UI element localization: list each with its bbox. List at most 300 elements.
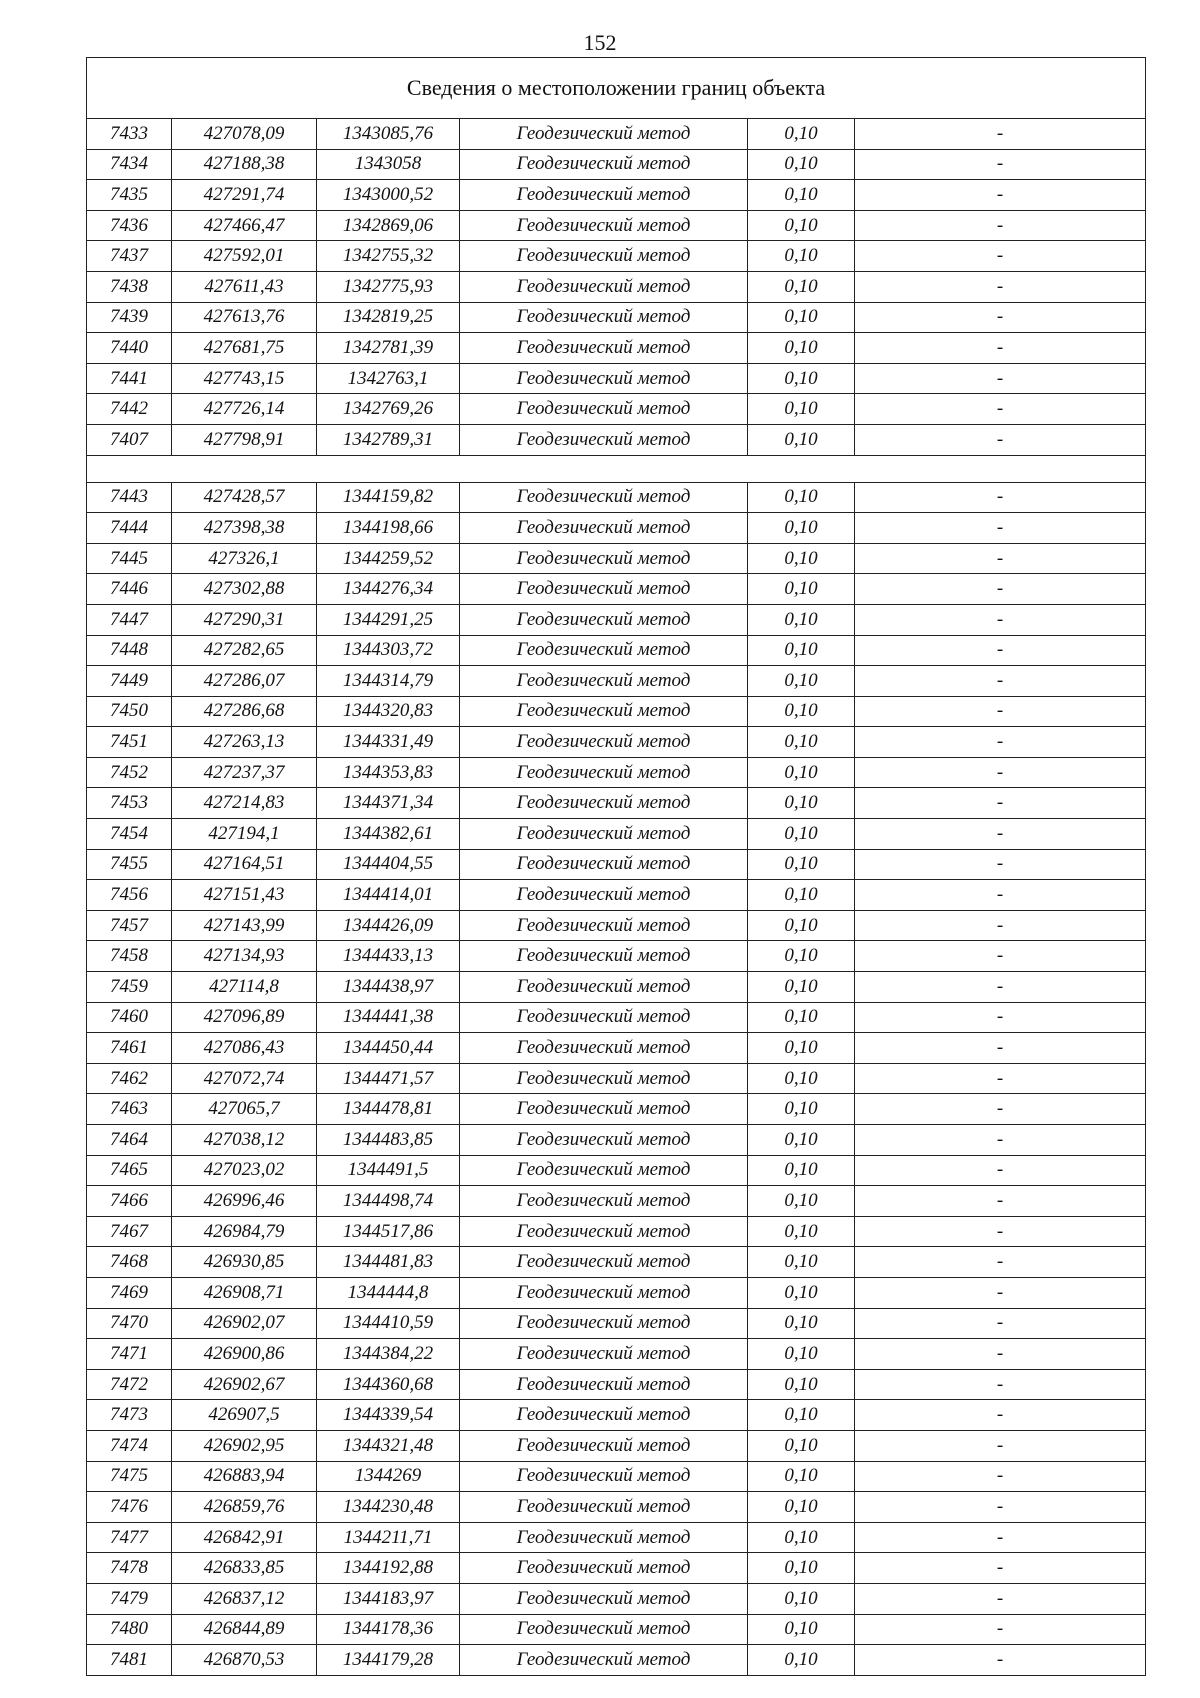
table-row (87, 483, 1145, 514)
x-coordinate-cell: 427681,75 (172, 333, 317, 363)
point-number-cell: 7442 (87, 394, 172, 424)
method-cell: Геодезический метод (460, 758, 748, 788)
y-coordinate-cell: 1342819,25 (317, 303, 460, 333)
y-coordinate-cell: 1344179,28 (317, 1645, 460, 1675)
method-cell: Геодезический метод (460, 1125, 748, 1155)
point-number-cell: 7434 (87, 150, 172, 180)
x-coordinate-cell: 426842,91 (172, 1523, 317, 1553)
accuracy-cell: 0,10 (748, 972, 855, 1002)
accuracy-cell: 0,10 (748, 605, 855, 635)
y-coordinate-cell: 1344481,83 (317, 1247, 460, 1277)
table-row (87, 1645, 1145, 1675)
accuracy-cell: 0,10 (748, 727, 855, 757)
description-cell: - (996, 486, 1004, 508)
x-coordinate-cell: 426900,86 (172, 1339, 317, 1369)
method-cell: Геодезический метод (460, 1339, 748, 1369)
x-coordinate-cell: 427302,88 (172, 574, 317, 604)
point-number-cell: 7468 (87, 1247, 172, 1277)
table-row (87, 1339, 1145, 1370)
accuracy-cell: 0,10 (748, 394, 855, 424)
accuracy-cell: 0,10 (748, 1553, 855, 1583)
table-row (87, 333, 1145, 364)
point-number-cell: 7463 (87, 1094, 172, 1124)
table-row (87, 150, 1145, 181)
x-coordinate-cell: 427188,38 (172, 150, 317, 180)
y-coordinate-cell: 1344291,25 (317, 605, 460, 635)
y-coordinate-cell: 1344259,52 (317, 544, 460, 574)
table-row (87, 574, 1145, 605)
method-cell: Геодезический метод (460, 1523, 748, 1553)
accuracy-cell: 0,10 (748, 1125, 855, 1155)
point-number-cell: 7473 (87, 1400, 172, 1430)
accuracy-cell: 0,10 (748, 513, 855, 543)
method-cell: Геодезический метод (460, 1492, 748, 1522)
table-row (87, 1278, 1145, 1309)
table-row (87, 758, 1145, 789)
y-coordinate-cell: 1344178,36 (317, 1615, 460, 1645)
method-cell: Геодезический метод (460, 333, 748, 363)
accuracy-cell: 0,10 (748, 1400, 855, 1430)
accuracy-cell: 0,10 (748, 636, 855, 666)
table-row (87, 1400, 1145, 1431)
method-cell: Геодезический метод (460, 425, 748, 455)
table-row (87, 1064, 1145, 1095)
page-number: 152 (583, 30, 617, 55)
accuracy-cell: 0,10 (748, 211, 855, 241)
table-row (87, 425, 1145, 456)
accuracy-cell: 0,10 (748, 483, 855, 513)
point-number-cell: 7477 (87, 1523, 172, 1553)
accuracy-cell: 0,10 (748, 425, 855, 455)
table-row (87, 1492, 1145, 1523)
group-separator-row (87, 456, 1145, 483)
y-coordinate-cell: 1344360,68 (317, 1370, 460, 1400)
description-cell: - (996, 731, 1004, 753)
y-coordinate-cell: 1342775,93 (317, 272, 460, 302)
x-coordinate-cell: 426870,53 (172, 1645, 317, 1675)
table-row (87, 513, 1145, 544)
accuracy-cell: 0,10 (748, 180, 855, 210)
accuracy-cell: 0,10 (748, 1584, 855, 1614)
method-cell: Геодезический метод (460, 1370, 748, 1400)
table-row (87, 972, 1145, 1003)
table-row (87, 1462, 1145, 1493)
x-coordinate-cell: 426902,67 (172, 1370, 317, 1400)
point-number-cell: 7471 (87, 1339, 172, 1369)
y-coordinate-cell: 1344230,48 (317, 1492, 460, 1522)
y-coordinate-cell: 1344303,72 (317, 636, 460, 666)
point-number-cell: 7457 (87, 911, 172, 941)
description-cell: - (996, 853, 1004, 875)
table-row (87, 1370, 1145, 1401)
x-coordinate-cell: 426902,95 (172, 1431, 317, 1461)
table-row (87, 605, 1145, 636)
accuracy-cell: 0,10 (748, 911, 855, 941)
method-cell: Геодезический метод (460, 697, 748, 727)
x-coordinate-cell: 427286,07 (172, 666, 317, 696)
x-coordinate-cell: 427743,15 (172, 364, 317, 394)
point-number-cell: 7439 (87, 303, 172, 333)
y-coordinate-cell: 1344438,97 (317, 972, 460, 1002)
y-coordinate-cell: 1344471,57 (317, 1064, 460, 1094)
x-coordinate-cell: 427291,74 (172, 180, 317, 210)
y-coordinate-cell: 1344517,86 (317, 1217, 460, 1247)
method-cell: Геодезический метод (460, 119, 748, 149)
accuracy-cell: 0,10 (748, 1523, 855, 1553)
x-coordinate-cell: 427398,38 (172, 513, 317, 543)
y-coordinate-cell: 1344382,61 (317, 819, 460, 849)
accuracy-cell: 0,10 (748, 1217, 855, 1247)
table-row (87, 1615, 1145, 1646)
y-coordinate-cell: 1344410,59 (317, 1309, 460, 1339)
point-number-cell: 7436 (87, 211, 172, 241)
description-cell: - (996, 792, 1004, 814)
table-row (87, 697, 1145, 728)
description-cell: - (996, 1373, 1004, 1395)
x-coordinate-cell: 427290,31 (172, 605, 317, 635)
x-coordinate-cell: 427151,43 (172, 880, 317, 910)
description-cell: - (996, 1251, 1004, 1273)
description-cell: - (996, 1526, 1004, 1548)
table-row (87, 1094, 1145, 1125)
table-row (87, 941, 1145, 972)
point-number-cell: 7454 (87, 819, 172, 849)
table-row (87, 850, 1145, 881)
description-cell: - (996, 1404, 1004, 1426)
point-number-cell: 7470 (87, 1309, 172, 1339)
method-cell: Геодезический метод (460, 1278, 748, 1308)
x-coordinate-cell: 427592,01 (172, 241, 317, 271)
y-coordinate-cell: 1344404,55 (317, 850, 460, 880)
description-cell: - (996, 1587, 1004, 1609)
table-row (87, 272, 1145, 303)
x-coordinate-cell: 427096,89 (172, 1003, 317, 1033)
y-coordinate-cell: 1344478,81 (317, 1094, 460, 1124)
point-number-cell: 7449 (87, 666, 172, 696)
point-number-cell: 7458 (87, 941, 172, 971)
point-number-cell: 7445 (87, 544, 172, 574)
y-coordinate-cell: 1344183,97 (317, 1584, 460, 1614)
table-row (87, 1186, 1145, 1217)
accuracy-cell: 0,10 (748, 850, 855, 880)
point-number-cell: 7438 (87, 272, 172, 302)
description-cell: - (996, 608, 1004, 630)
description-cell: - (996, 214, 1004, 236)
method-cell: Геодезический метод (460, 1033, 748, 1063)
description-cell: - (996, 1037, 1004, 1059)
method-cell: Геодезический метод (460, 544, 748, 574)
accuracy-cell: 0,10 (748, 788, 855, 818)
method-cell: Геодезический метод (460, 1064, 748, 1094)
y-coordinate-cell: 1344483,85 (317, 1125, 460, 1155)
accuracy-cell: 0,10 (748, 1186, 855, 1216)
x-coordinate-cell: 427428,57 (172, 483, 317, 513)
table-row (87, 727, 1145, 758)
description-cell: - (996, 761, 1004, 783)
x-coordinate-cell: 427078,09 (172, 119, 317, 149)
description-cell: - (996, 398, 1004, 420)
description-cell: - (996, 153, 1004, 175)
table-row (87, 1309, 1145, 1340)
accuracy-cell: 0,10 (748, 544, 855, 574)
point-number-cell: 7481 (87, 1645, 172, 1675)
y-coordinate-cell: 1344450,44 (317, 1033, 460, 1063)
x-coordinate-cell: 427466,47 (172, 211, 317, 241)
accuracy-cell: 0,10 (748, 119, 855, 149)
table-row (87, 1156, 1145, 1187)
accuracy-cell: 0,10 (748, 364, 855, 394)
point-number-cell: 7453 (87, 788, 172, 818)
table-row (87, 394, 1145, 425)
point-number-cell: 7446 (87, 574, 172, 604)
x-coordinate-cell: 427134,93 (172, 941, 317, 971)
method-cell: Геодезический метод (460, 819, 748, 849)
accuracy-cell: 0,10 (748, 1492, 855, 1522)
table-row (87, 303, 1145, 334)
method-cell: Геодезический метод (460, 850, 748, 880)
x-coordinate-cell: 427114,8 (172, 972, 317, 1002)
x-coordinate-cell: 427194,1 (172, 819, 317, 849)
y-coordinate-cell: 1344331,49 (317, 727, 460, 757)
method-cell: Геодезический метод (460, 880, 748, 910)
y-coordinate-cell: 1343000,52 (317, 180, 460, 210)
method-cell: Геодезический метод (460, 1003, 748, 1033)
accuracy-cell: 0,10 (748, 272, 855, 302)
description-cell: - (996, 1220, 1004, 1242)
point-number-cell: 7469 (87, 1278, 172, 1308)
y-coordinate-cell: 1344491,5 (317, 1156, 460, 1186)
y-coordinate-cell: 1342763,1 (317, 364, 460, 394)
y-coordinate-cell: 1344384,22 (317, 1339, 460, 1369)
table-row (87, 544, 1145, 575)
y-coordinate-cell: 1342755,32 (317, 241, 460, 271)
x-coordinate-cell: 427282,65 (172, 636, 317, 666)
table-row (87, 1553, 1145, 1584)
x-coordinate-cell: 427726,14 (172, 394, 317, 424)
description-cell: - (996, 306, 1004, 328)
point-number-cell: 7476 (87, 1492, 172, 1522)
method-cell: Геодезический метод (460, 1186, 748, 1216)
method-cell: Геодезический метод (460, 911, 748, 941)
accuracy-cell: 0,10 (748, 1431, 855, 1461)
description-cell: - (996, 547, 1004, 569)
method-cell: Геодезический метод (460, 1247, 748, 1277)
point-number-cell: 7475 (87, 1462, 172, 1492)
method-cell: Геодезический метод (460, 303, 748, 333)
point-number-cell: 7479 (87, 1584, 172, 1614)
method-cell: Геодезический метод (460, 666, 748, 696)
method-cell: Геодезический метод (460, 972, 748, 1002)
description-cell: - (996, 1128, 1004, 1150)
y-coordinate-cell: 1344314,79 (317, 666, 460, 696)
accuracy-cell: 0,10 (748, 941, 855, 971)
x-coordinate-cell: 427065,7 (172, 1094, 317, 1124)
accuracy-cell: 0,10 (748, 1064, 855, 1094)
description-cell: - (996, 1189, 1004, 1211)
y-coordinate-cell: 1344444,8 (317, 1278, 460, 1308)
point-number-cell: 7450 (87, 697, 172, 727)
description-cell: - (996, 1465, 1004, 1487)
description-cell: - (996, 822, 1004, 844)
description-cell: - (996, 1281, 1004, 1303)
y-coordinate-cell: 1342781,39 (317, 333, 460, 363)
point-number-cell: 7464 (87, 1125, 172, 1155)
method-cell: Геодезический метод (460, 1615, 748, 1645)
point-number-cell: 7465 (87, 1156, 172, 1186)
description-cell: - (996, 245, 1004, 267)
x-coordinate-cell: 426908,71 (172, 1278, 317, 1308)
accuracy-cell: 0,10 (748, 574, 855, 604)
point-number-cell: 7462 (87, 1064, 172, 1094)
accuracy-cell: 0,10 (748, 1156, 855, 1186)
description-cell: - (996, 884, 1004, 906)
accuracy-cell: 0,10 (748, 1645, 855, 1675)
method-cell: Геодезический метод (460, 1553, 748, 1583)
description-cell: - (996, 516, 1004, 538)
accuracy-cell: 0,10 (748, 758, 855, 788)
method-cell: Геодезический метод (460, 364, 748, 394)
y-coordinate-cell: 1344339,54 (317, 1400, 460, 1430)
accuracy-cell: 0,10 (748, 1033, 855, 1063)
point-number-cell: 7440 (87, 333, 172, 363)
x-coordinate-cell: 426907,5 (172, 1400, 317, 1430)
accuracy-cell: 0,10 (748, 150, 855, 180)
y-coordinate-cell: 1344433,13 (317, 941, 460, 971)
table-row (87, 1217, 1145, 1248)
y-coordinate-cell: 1344498,74 (317, 1186, 460, 1216)
description-cell: - (996, 700, 1004, 722)
description-cell: - (996, 975, 1004, 997)
x-coordinate-cell: 426859,76 (172, 1492, 317, 1522)
description-cell: - (996, 1557, 1004, 1579)
method-cell: Геодезический метод (460, 574, 748, 604)
method-cell: Геодезический метод (460, 150, 748, 180)
x-coordinate-cell: 427611,43 (172, 272, 317, 302)
method-cell: Геодезический метод (460, 605, 748, 635)
description-cell: - (996, 1434, 1004, 1456)
x-coordinate-cell: 427143,99 (172, 911, 317, 941)
accuracy-cell: 0,10 (748, 333, 855, 363)
x-coordinate-cell: 426833,85 (172, 1553, 317, 1583)
table-row (87, 364, 1145, 395)
table-row (87, 1584, 1145, 1615)
point-number-cell: 7459 (87, 972, 172, 1002)
x-coordinate-cell: 427613,76 (172, 303, 317, 333)
table-row (87, 1523, 1145, 1554)
method-cell: Геодезический метод (460, 1462, 748, 1492)
x-coordinate-cell: 426996,46 (172, 1186, 317, 1216)
description-cell: - (996, 1495, 1004, 1517)
method-cell: Геодезический метод (460, 272, 748, 302)
table-row (87, 241, 1145, 272)
point-number-cell: 7407 (87, 425, 172, 455)
method-cell: Геодезический метод (460, 941, 748, 971)
method-cell: Геодезический метод (460, 394, 748, 424)
x-coordinate-cell: 426844,89 (172, 1615, 317, 1645)
point-number-cell: 7448 (87, 636, 172, 666)
point-number-cell: 7444 (87, 513, 172, 543)
point-number-cell: 7456 (87, 880, 172, 910)
x-coordinate-cell: 426902,07 (172, 1309, 317, 1339)
accuracy-cell: 0,10 (748, 1278, 855, 1308)
table-row (87, 180, 1145, 211)
description-cell: - (996, 1159, 1004, 1181)
description-cell: - (996, 1067, 1004, 1089)
accuracy-cell: 0,10 (748, 880, 855, 910)
description-cell: - (996, 1312, 1004, 1334)
point-number-cell: 7447 (87, 605, 172, 635)
method-cell: Геодезический метод (460, 636, 748, 666)
method-cell: Геодезический метод (460, 1309, 748, 1339)
y-coordinate-cell: 1344320,83 (317, 697, 460, 727)
description-cell: - (996, 945, 1004, 967)
point-number-cell: 7461 (87, 1033, 172, 1063)
y-coordinate-cell: 1343058 (317, 150, 460, 180)
y-coordinate-cell: 1344353,83 (317, 758, 460, 788)
point-number-cell: 7467 (87, 1217, 172, 1247)
description-cell: - (996, 275, 1004, 297)
x-coordinate-cell: 426984,79 (172, 1217, 317, 1247)
description-cell: - (996, 367, 1004, 389)
x-coordinate-cell: 427263,13 (172, 727, 317, 757)
description-cell: - (996, 578, 1004, 600)
method-cell: Геодезический метод (460, 1400, 748, 1430)
accuracy-cell: 0,10 (748, 1003, 855, 1033)
point-number-cell: 7443 (87, 483, 172, 513)
accuracy-cell: 0,10 (748, 1309, 855, 1339)
y-coordinate-cell: 1344371,34 (317, 788, 460, 818)
table-row (87, 1125, 1145, 1156)
description-cell: - (996, 428, 1004, 450)
accuracy-cell: 0,10 (748, 1370, 855, 1400)
x-coordinate-cell: 427072,74 (172, 1064, 317, 1094)
x-coordinate-cell: 426930,85 (172, 1247, 317, 1277)
description-cell: - (996, 1648, 1004, 1670)
method-cell: Геодезический метод (460, 788, 748, 818)
x-coordinate-cell: 426883,94 (172, 1462, 317, 1492)
table-title: Сведения о местоположении границ объекта (87, 58, 1145, 119)
point-number-cell: 7474 (87, 1431, 172, 1461)
y-coordinate-cell: 1342869,06 (317, 211, 460, 241)
point-number-cell: 7478 (87, 1553, 172, 1583)
table-row (87, 1431, 1145, 1462)
boundary-coordinates-table (86, 57, 1146, 1676)
table-row (87, 119, 1145, 150)
method-cell: Геодезический метод (460, 513, 748, 543)
point-number-cell: 7480 (87, 1615, 172, 1645)
point-number-cell: 7460 (87, 1003, 172, 1033)
method-cell: Геодезический метод (460, 1645, 748, 1675)
description-cell: - (996, 914, 1004, 936)
point-number-cell: 7466 (87, 1186, 172, 1216)
description-cell: - (996, 1006, 1004, 1028)
y-coordinate-cell: 1344414,01 (317, 880, 460, 910)
description-cell: - (996, 639, 1004, 661)
table-row (87, 1033, 1145, 1064)
accuracy-cell: 0,10 (748, 1094, 855, 1124)
y-coordinate-cell: 1344426,09 (317, 911, 460, 941)
table-row (87, 880, 1145, 911)
y-coordinate-cell: 1343085,76 (317, 119, 460, 149)
y-coordinate-cell: 1344441,38 (317, 1003, 460, 1033)
point-number-cell: 7435 (87, 180, 172, 210)
table-row (87, 636, 1145, 667)
point-number-cell: 7455 (87, 850, 172, 880)
y-coordinate-cell: 1344192,88 (317, 1553, 460, 1583)
point-number-cell: 7452 (87, 758, 172, 788)
y-coordinate-cell: 1344276,34 (317, 574, 460, 604)
description-cell: - (996, 122, 1004, 144)
